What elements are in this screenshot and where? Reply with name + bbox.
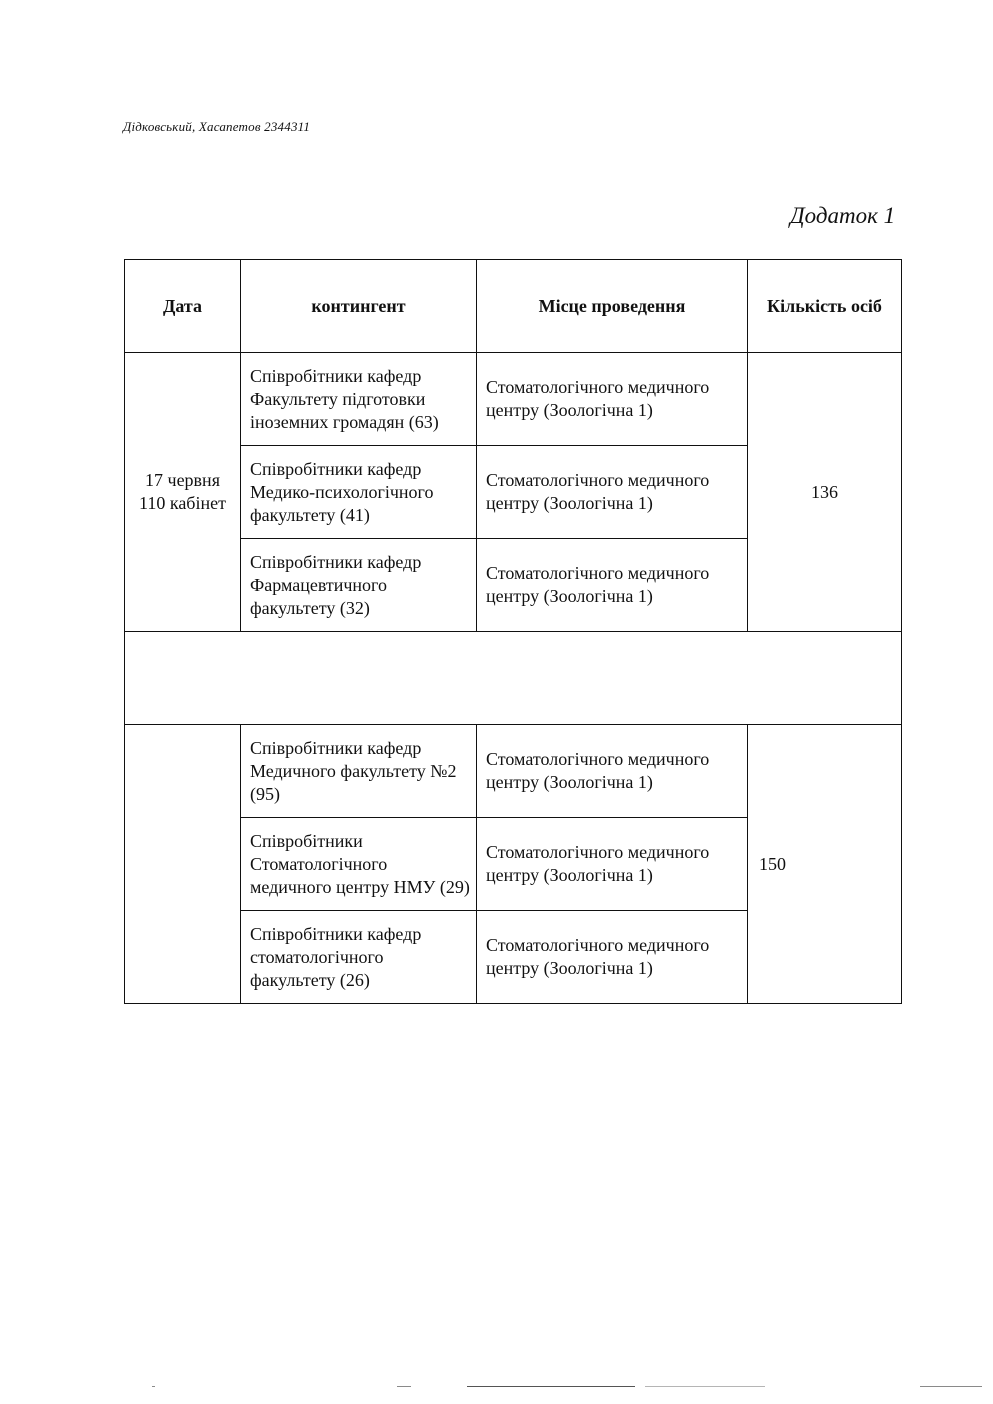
scan-footer-marks: [0, 1386, 993, 1390]
place-cell: Стоматологічного медичного центру (Зоологічна 1): [477, 818, 748, 911]
date-cell: [125, 725, 241, 1004]
date-cell: [125, 353, 241, 632]
contingent-cell: Співробітники Стоматологічного медичного центру НМУ (29): [241, 818, 477, 911]
date-room: 110 кабінет: [139, 493, 226, 513]
contingent-cell: Співробітники кафедр Медичного факультету №2 (95): [241, 725, 477, 818]
contingent-cell: Співробітники кафедр стоматологічного факультету (26): [241, 911, 477, 1004]
table-row: [125, 353, 902, 446]
header-count: Кількість осіб: [748, 260, 902, 353]
contingent-cell: Співробітники кафедр Медико-психологічного факультету (41): [241, 446, 477, 539]
date-day: 17 червня: [145, 470, 220, 490]
scan-mark: [645, 1386, 765, 1387]
scan-mark: [397, 1386, 411, 1387]
scan-mark: [467, 1386, 635, 1387]
table-spacer-row: [125, 632, 902, 725]
header-date: Дата: [125, 260, 241, 353]
spacer-cell: [125, 632, 902, 725]
place-cell: Стоматологічного медичного центру (Зоологічна 1): [477, 539, 748, 632]
count-cell: 150: [748, 725, 902, 1004]
count-cell: 136: [748, 353, 902, 632]
header-place: Місце проведення: [477, 260, 748, 353]
scan-mark: [920, 1386, 982, 1387]
place-cell: Стоматологічного медичного центру (Зоологічна 1): [477, 446, 748, 539]
appendix-title: Додаток 1: [790, 203, 896, 228]
place-cell: Стоматологічного медичного центру (Зоологічна 1): [477, 911, 748, 1004]
place-cell: Стоматологічного медичного центру (Зоологічна 1): [477, 353, 748, 446]
header-contingent: контингент: [241, 260, 477, 353]
contingent-cell: Співробітники кафедр Факультету підготовки іноземних громадян (63): [241, 353, 477, 446]
schedule-table: [124, 259, 902, 1004]
document-header-note: Дідковський, Хасапетов 2344311: [123, 119, 311, 134]
table-row: [125, 725, 902, 818]
scan-mark: [152, 1386, 155, 1387]
contingent-cell: Співробітники кафедр Фармацевтичного факультету (32): [241, 539, 477, 632]
place-cell: Стоматологічного медичного центру (Зоологічна 1): [477, 725, 748, 818]
table-header-row: [125, 260, 902, 353]
